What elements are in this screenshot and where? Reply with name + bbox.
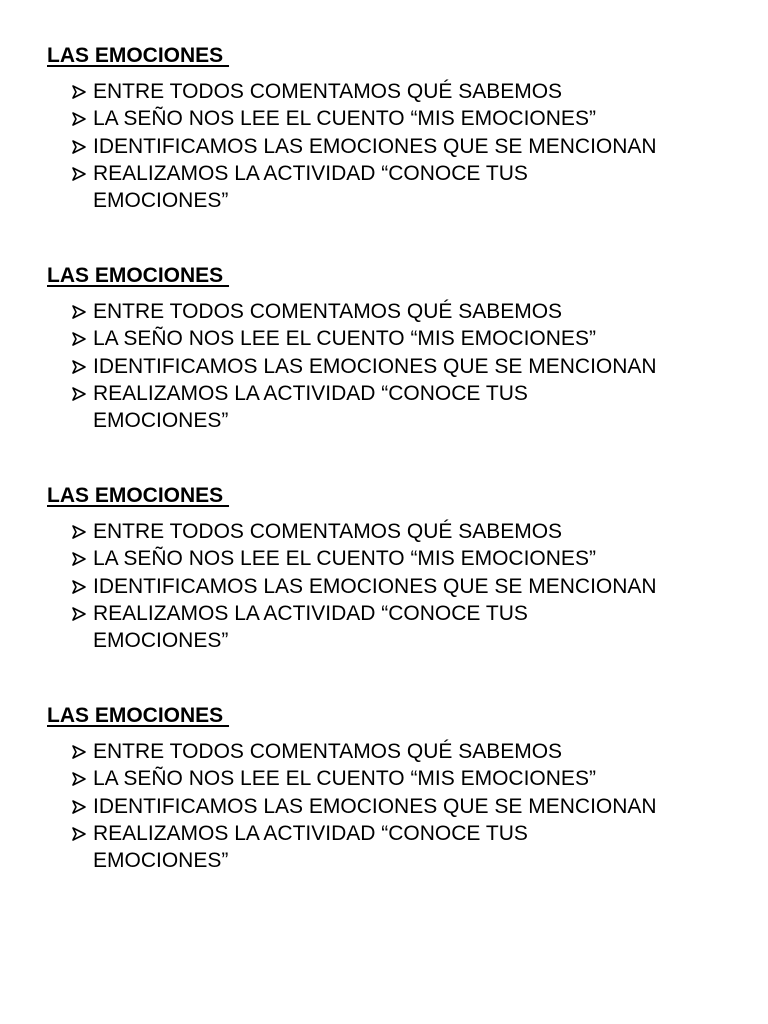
list-item xyxy=(71,573,751,600)
arrowhead-bullet-icon xyxy=(71,545,89,572)
section-title: LAS EMOCIONES xyxy=(47,484,230,507)
list-item xyxy=(71,820,593,875)
item-text: LA SEÑO NOS LEE EL CUENTO “MIS EMOCIONES” xyxy=(93,107,596,131)
list-item xyxy=(71,518,751,545)
arrowhead-bullet-icon xyxy=(71,298,89,325)
section-las-emociones-1 xyxy=(47,43,747,213)
arrowhead-bullet-icon xyxy=(71,325,89,352)
item-text: ENTRE TODOS COMENTAMOS QUÉ SABEMOS xyxy=(93,300,563,323)
list-item xyxy=(71,105,751,132)
item-text: REALIZAMOS LA ACTIVIDAD “CONOCE TUS EMOCIONES” xyxy=(93,821,528,873)
arrowhead-bullet-icon xyxy=(71,380,89,407)
list-item xyxy=(71,765,751,792)
list-item xyxy=(71,738,751,765)
arrowhead-bullet-icon xyxy=(71,765,89,792)
list-item xyxy=(71,133,751,160)
section-title: LAS EMOCIONES xyxy=(47,704,230,727)
item-text: LA SEÑO NOS LEE EL CUENTO “MIS EMOCIONES” xyxy=(93,547,596,571)
item-text: IDENTIFICAMOS LAS EMOCIONES QUE SE MENCIONAN xyxy=(93,794,657,818)
arrowhead-bullet-icon xyxy=(71,160,89,187)
item-text: REALIZAMOS LA ACTIVIDAD “CONOCE TUS EMOCIONES” xyxy=(93,601,528,653)
section-las-emociones-4 xyxy=(47,703,747,873)
bullet-list xyxy=(71,738,751,874)
section-title: LAS EMOCIONES xyxy=(47,264,230,287)
list-item xyxy=(71,160,593,215)
list-item xyxy=(71,298,751,325)
list-item xyxy=(71,353,751,380)
item-text: LA SEÑO NOS LEE EL CUENTO “MIS EMOCIONES” xyxy=(93,327,596,351)
section-las-emociones-3 xyxy=(47,483,747,653)
bullet-list xyxy=(71,518,751,654)
bullet-list xyxy=(71,78,751,214)
item-text: ENTRE TODOS COMENTAMOS QUÉ SABEMOS xyxy=(93,80,563,103)
arrowhead-bullet-icon xyxy=(71,738,89,765)
arrowhead-bullet-icon xyxy=(71,78,89,105)
arrowhead-bullet-icon xyxy=(71,353,89,380)
item-text: LA SEÑO NOS LEE EL CUENTO “MIS EMOCIONES” xyxy=(93,767,596,791)
item-text: IDENTIFICAMOS LAS EMOCIONES QUE SE MENCIONAN xyxy=(93,134,657,158)
list-item xyxy=(71,600,593,655)
arrowhead-bullet-icon xyxy=(71,518,89,545)
section-title: LAS EMOCIONES xyxy=(47,44,230,67)
item-text: IDENTIFICAMOS LAS EMOCIONES QUE SE MENCIONAN xyxy=(93,574,657,598)
arrowhead-bullet-icon xyxy=(71,573,89,600)
list-item xyxy=(71,78,751,105)
arrowhead-bullet-icon xyxy=(71,600,89,627)
list-item xyxy=(71,793,751,820)
list-item xyxy=(71,380,593,435)
arrowhead-bullet-icon xyxy=(71,105,89,132)
list-item xyxy=(71,545,751,572)
item-text: ENTRE TODOS COMENTAMOS QUÉ SABEMOS xyxy=(93,740,563,763)
arrowhead-bullet-icon xyxy=(71,820,89,847)
item-text: REALIZAMOS LA ACTIVIDAD “CONOCE TUS EMOCIONES” xyxy=(93,381,528,433)
section-las-emociones-2 xyxy=(47,263,747,433)
item-text: IDENTIFICAMOS LAS EMOCIONES QUE SE MENCIONAN xyxy=(93,354,657,378)
item-text: ENTRE TODOS COMENTAMOS QUÉ SABEMOS xyxy=(93,520,563,543)
arrowhead-bullet-icon xyxy=(71,793,89,820)
list-item xyxy=(71,325,751,352)
arrowhead-bullet-icon xyxy=(71,133,89,160)
item-text: REALIZAMOS LA ACTIVIDAD “CONOCE TUS EMOCIONES” xyxy=(93,161,528,213)
bullet-list xyxy=(71,298,751,434)
